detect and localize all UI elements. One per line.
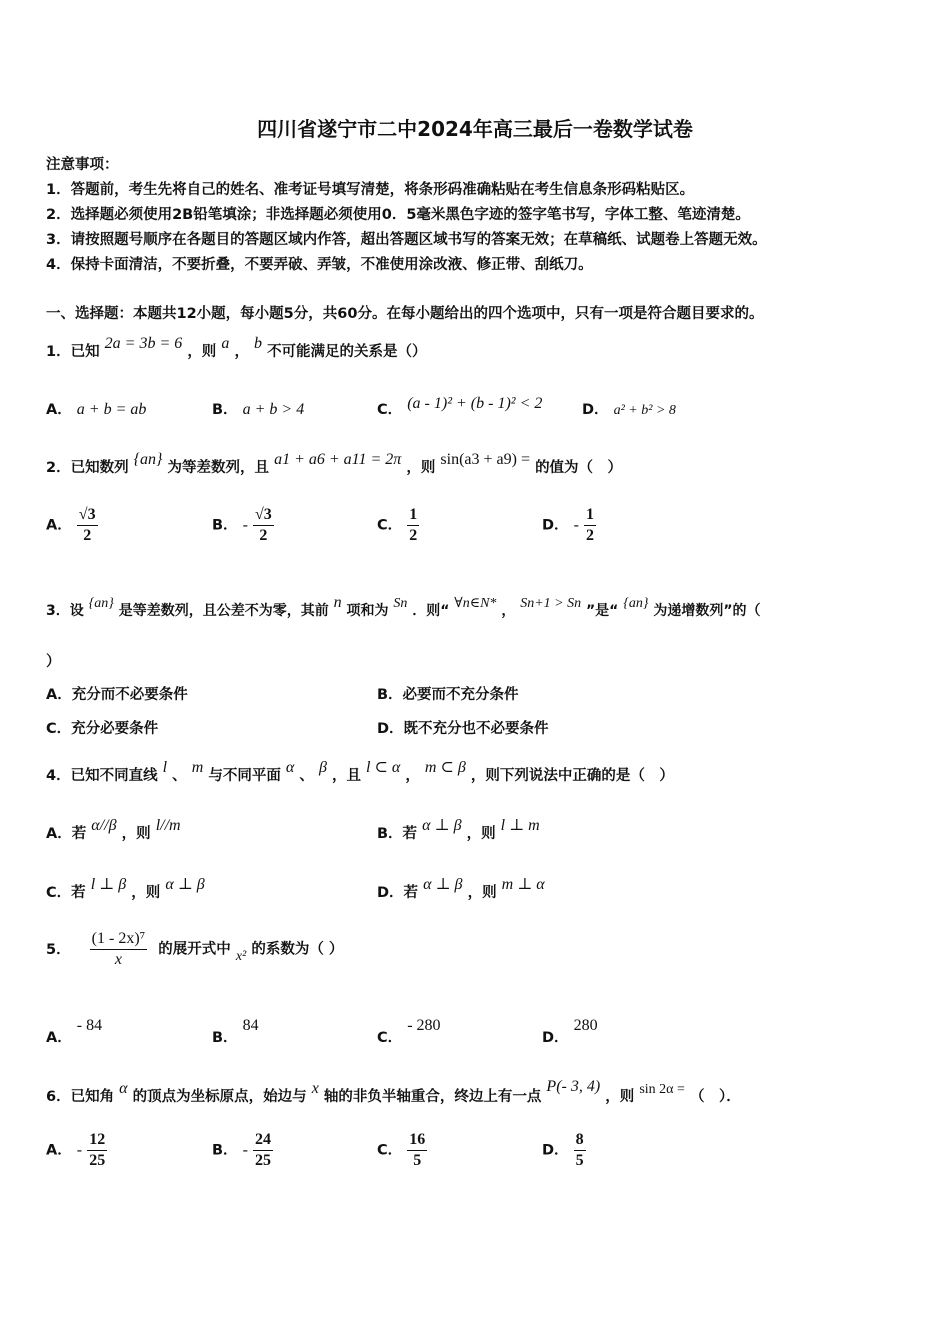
q4-text-3: 、 bbox=[299, 768, 314, 784]
q5-option-b-value: 84 bbox=[242, 1017, 259, 1034]
q2-option-d-label: D． bbox=[542, 517, 569, 534]
q3-text-4: ， bbox=[501, 603, 516, 619]
question-3-stem bbox=[46, 594, 761, 620]
q2-option-d-den: 2 bbox=[586, 527, 594, 544]
q6-number: 6．已知角 bbox=[46, 1089, 115, 1105]
q2-option-c-num: 1 bbox=[407, 506, 419, 526]
q6-text-4: （ ）． bbox=[689, 1089, 741, 1105]
q4-option-c-mid: ，则 bbox=[131, 885, 161, 901]
q6-expression: sin 2α = bbox=[639, 1082, 685, 1097]
q5-option-d-value: 280 bbox=[573, 1017, 598, 1034]
q6-option-b-sign: - bbox=[242, 1141, 248, 1159]
q3-number: 3．设 bbox=[46, 603, 84, 619]
q2-option-d[interactable] bbox=[542, 506, 596, 545]
q1-var-b: b bbox=[254, 335, 262, 352]
q6-option-d-den: 5 bbox=[575, 1152, 584, 1169]
q4-option-d-mid: ，则 bbox=[467, 885, 497, 901]
page-title: 四川省遂宁市二中2024年高三最后一卷数学试卷 bbox=[257, 117, 693, 141]
q1-option-b-label: B． bbox=[212, 402, 238, 418]
q6-option-d-num: 8 bbox=[574, 1131, 586, 1151]
q6-option-b-label: B． bbox=[212, 1142, 238, 1159]
q3-option-c[interactable]: C．充分必要条件 bbox=[46, 721, 159, 737]
q4-option-a-if: α//β bbox=[91, 817, 117, 834]
q2-text: 为等差数列，且 bbox=[167, 460, 270, 476]
q3-text-1: 是等差数列，且公差不为零，其前 bbox=[118, 603, 329, 619]
q6-option-d-label: D． bbox=[542, 1142, 569, 1159]
q4-option-a-mid: ，则 bbox=[121, 826, 151, 842]
q1-tail: 不可能满足的关系是（） bbox=[267, 344, 427, 360]
q6-option-a[interactable] bbox=[46, 1131, 107, 1170]
q4-option-b-mid: ，则 bbox=[466, 826, 496, 842]
q1-comma: ， bbox=[234, 344, 249, 360]
q5-number: 5． bbox=[46, 941, 71, 958]
q2-option-c-label: C． bbox=[377, 517, 403, 534]
q5-option-c-label: C． bbox=[377, 1030, 403, 1046]
q1-number: 1．已知 bbox=[46, 344, 100, 360]
q2-option-a-num: √3 bbox=[77, 506, 98, 526]
q3-inequality: Sn+1 > Sn bbox=[520, 596, 582, 611]
q1-option-d-label: D． bbox=[582, 402, 609, 418]
q4-option-b[interactable] bbox=[377, 817, 540, 843]
q5-option-d[interactable] bbox=[542, 1014, 598, 1046]
q1-option-d-expr: a² + b² > 8 bbox=[613, 403, 676, 418]
q2-option-d-sign: - bbox=[573, 516, 579, 534]
q2-option-a-den: 2 bbox=[83, 527, 92, 544]
q5-fraction-den: x bbox=[114, 951, 122, 968]
q4-option-a-then: l//m bbox=[155, 817, 181, 834]
q3-option-d[interactable]: D．既不充分也不必要条件 bbox=[377, 721, 549, 737]
q2-option-b-label: B． bbox=[212, 517, 238, 534]
q4-condition-1: l ⊂ α bbox=[366, 759, 401, 776]
q2-tail: 的值为（ ） bbox=[535, 460, 623, 476]
q1-var-a: a bbox=[221, 335, 230, 352]
question-2-stem bbox=[46, 451, 623, 477]
q5-option-c[interactable] bbox=[377, 1014, 441, 1046]
q4-option-d-if: α ⊥ β bbox=[423, 876, 463, 893]
q5-term: x² bbox=[235, 948, 247, 964]
q3-close-paren: ） bbox=[46, 654, 61, 670]
q4-option-d-then: m ⊥ α bbox=[501, 876, 545, 893]
section-heading: 一、选择题：本题共12小题，每小题5分，共60分。在每小题给出的四个选项中，只有一项是符合题目要求的。 bbox=[46, 306, 764, 322]
q4-option-b-then: l ⊥ m bbox=[500, 817, 540, 834]
q4-option-d[interactable] bbox=[377, 876, 545, 902]
q1-option-b[interactable] bbox=[212, 398, 304, 419]
q5-option-c-value: - 280 bbox=[407, 1017, 441, 1034]
q4-option-c-if: l ⊥ β bbox=[90, 876, 127, 893]
notice-item-4: 4．保持卡面清洁，不要折叠，不要弄破、弄皱，不准使用涂改液、修正带、刮纸刀。 bbox=[46, 257, 593, 273]
q4-plane-beta: β bbox=[318, 759, 327, 776]
q3-forall: ∀n∈N* bbox=[454, 596, 497, 611]
q4-option-c[interactable] bbox=[46, 876, 205, 902]
q4-text-2: 与不同平面 bbox=[208, 768, 281, 784]
q2-option-c-den: 2 bbox=[409, 527, 418, 544]
q2-option-b-sign: - bbox=[242, 516, 248, 534]
q6-text-3: ，则 bbox=[605, 1089, 635, 1105]
q4-option-b-label: B．若 bbox=[377, 826, 418, 842]
q6-option-c-den: 5 bbox=[413, 1152, 422, 1169]
q5-text-2: 的系数为（ ） bbox=[251, 941, 344, 958]
q3-option-b[interactable]: B．必要而不充分条件 bbox=[377, 687, 519, 703]
notice-heading: 注意事项： bbox=[46, 157, 119, 173]
q6-angle-alpha: α bbox=[119, 1080, 128, 1097]
q2-option-a[interactable] bbox=[46, 506, 98, 545]
q6-axis-x: x bbox=[311, 1080, 319, 1097]
q6-option-a-label: A． bbox=[46, 1142, 72, 1159]
q3-option-a[interactable]: A．充分而不必要条件 bbox=[46, 687, 188, 703]
q5-option-d-label: D． bbox=[542, 1030, 569, 1046]
q3-var-n: n bbox=[333, 594, 342, 611]
q6-option-c-num: 16 bbox=[407, 1131, 427, 1151]
q3-sequence-2: {an} bbox=[623, 596, 649, 611]
q3-sn: Sn bbox=[393, 596, 408, 611]
question-5-stem bbox=[46, 930, 343, 969]
q6-text-1: 的顶点为坐标原点，始边与 bbox=[132, 1089, 307, 1105]
q5-text-1: 的展开式中 bbox=[158, 941, 231, 958]
q4-option-c-label: C．若 bbox=[46, 885, 86, 901]
q4-option-d-label: D．若 bbox=[377, 885, 419, 901]
q4-plane-alpha: α bbox=[285, 759, 295, 776]
q6-text-2: 轴的非负半轴重合，终边上有一点 bbox=[323, 1089, 542, 1105]
q4-option-a-label: A．若 bbox=[46, 826, 87, 842]
q1-option-b-expr: a + b > 4 bbox=[242, 401, 305, 418]
q6-option-c-label: C． bbox=[377, 1142, 403, 1159]
q4-option-a[interactable] bbox=[46, 817, 181, 843]
q6-option-d[interactable] bbox=[542, 1131, 586, 1170]
q5-option-a-value: - 84 bbox=[76, 1017, 103, 1034]
q2-expression: sin(a3 + a9) = bbox=[440, 451, 530, 468]
q6-option-a-sign: - bbox=[76, 1141, 83, 1159]
q4-number: 4．已知不同直线 bbox=[46, 768, 158, 784]
q6-option-a-den: 25 bbox=[89, 1152, 106, 1169]
q2-text-2: ，则 bbox=[406, 460, 436, 476]
q6-option-b-den: 25 bbox=[255, 1152, 272, 1169]
q4-option-b-if: α ⊥ β bbox=[422, 817, 462, 834]
q4-line-m: m bbox=[191, 759, 204, 776]
q4-text-1: 、 bbox=[172, 768, 187, 784]
q4-text-6: ，则下列说法中正确的是（ ） bbox=[470, 768, 674, 784]
q5-option-a-label: A． bbox=[46, 1030, 72, 1046]
q1-text: ，则 bbox=[187, 344, 217, 360]
q1-option-a-expr: a + b = ab bbox=[76, 401, 147, 418]
q2-option-b[interactable] bbox=[212, 506, 274, 545]
q5-option-a[interactable] bbox=[46, 1014, 103, 1046]
q2-number: 2．已知数列 bbox=[46, 460, 129, 476]
q2-option-c[interactable] bbox=[377, 506, 419, 545]
q1-option-d[interactable] bbox=[582, 398, 676, 419]
notice-item-3: 3．请按照题号顺序在各题目的答题区域内作答，超出答题区域书写的答案无效；在草稿纸、试题卷上答题无效。 bbox=[46, 232, 767, 248]
q4-text-4: ，且 bbox=[331, 768, 361, 784]
q4-condition-2: m ⊂ β bbox=[424, 759, 466, 776]
q3-sequence: {an} bbox=[88, 596, 114, 611]
q6-point: P(- 3, 4) bbox=[546, 1078, 601, 1095]
q2-option-a-label: A． bbox=[46, 517, 72, 534]
q6-option-b[interactable] bbox=[212, 1131, 273, 1170]
q5-option-b[interactable] bbox=[212, 1014, 259, 1046]
q6-option-c[interactable] bbox=[377, 1131, 427, 1170]
q5-option-b-label: B． bbox=[212, 1030, 238, 1046]
q2-option-d-num: 1 bbox=[584, 506, 596, 526]
q1-option-c-label: C． bbox=[377, 402, 403, 418]
q2-option-b-den: 2 bbox=[259, 527, 268, 544]
question-4-stem bbox=[46, 759, 674, 785]
q3-text-5: ”是“ bbox=[585, 603, 619, 619]
q4-text-5: ， bbox=[405, 768, 420, 784]
q6-option-b-num: 24 bbox=[253, 1131, 273, 1151]
q1-option-a[interactable] bbox=[46, 398, 146, 419]
q2-condition: a1 + a6 + a11 = 2π bbox=[274, 451, 402, 468]
notice-item-2: 2．选择题必须使用2B铅笔填涂；非选择题必须使用0．5毫米黑色字迹的签字笔书写，字体工整、笔迹清楚。 bbox=[46, 207, 750, 223]
question-1-stem bbox=[46, 335, 427, 361]
q6-option-a-num: 12 bbox=[87, 1131, 107, 1151]
q3-text-2: 项和为 bbox=[346, 603, 389, 619]
q4-option-c-then: α ⊥ β bbox=[165, 876, 205, 893]
q3-text-3: ．则“ bbox=[412, 603, 450, 619]
q1-option-a-label: A． bbox=[46, 402, 72, 418]
q1-option-c[interactable] bbox=[377, 392, 543, 418]
notice-item-1: 1．答题前，考生先将自己的姓名、准考证号填写清楚，将条形码准确粘贴在考生信息条形码粘贴区。 bbox=[46, 182, 695, 198]
q2-sequence: {an} bbox=[133, 451, 163, 468]
q3-text-6: 为递增数列”的（ bbox=[653, 603, 761, 619]
q5-fraction-num: (1 - 2x)⁷ bbox=[90, 930, 148, 950]
q1-option-c-expr: (a - 1)² + (b - 1)² < 2 bbox=[407, 395, 543, 412]
q1-condition: 2a = 3b = 6 bbox=[104, 335, 183, 352]
q2-option-b-num: √3 bbox=[253, 506, 274, 526]
question-6-stem bbox=[46, 1078, 741, 1106]
q4-line-l: l bbox=[162, 759, 168, 776]
